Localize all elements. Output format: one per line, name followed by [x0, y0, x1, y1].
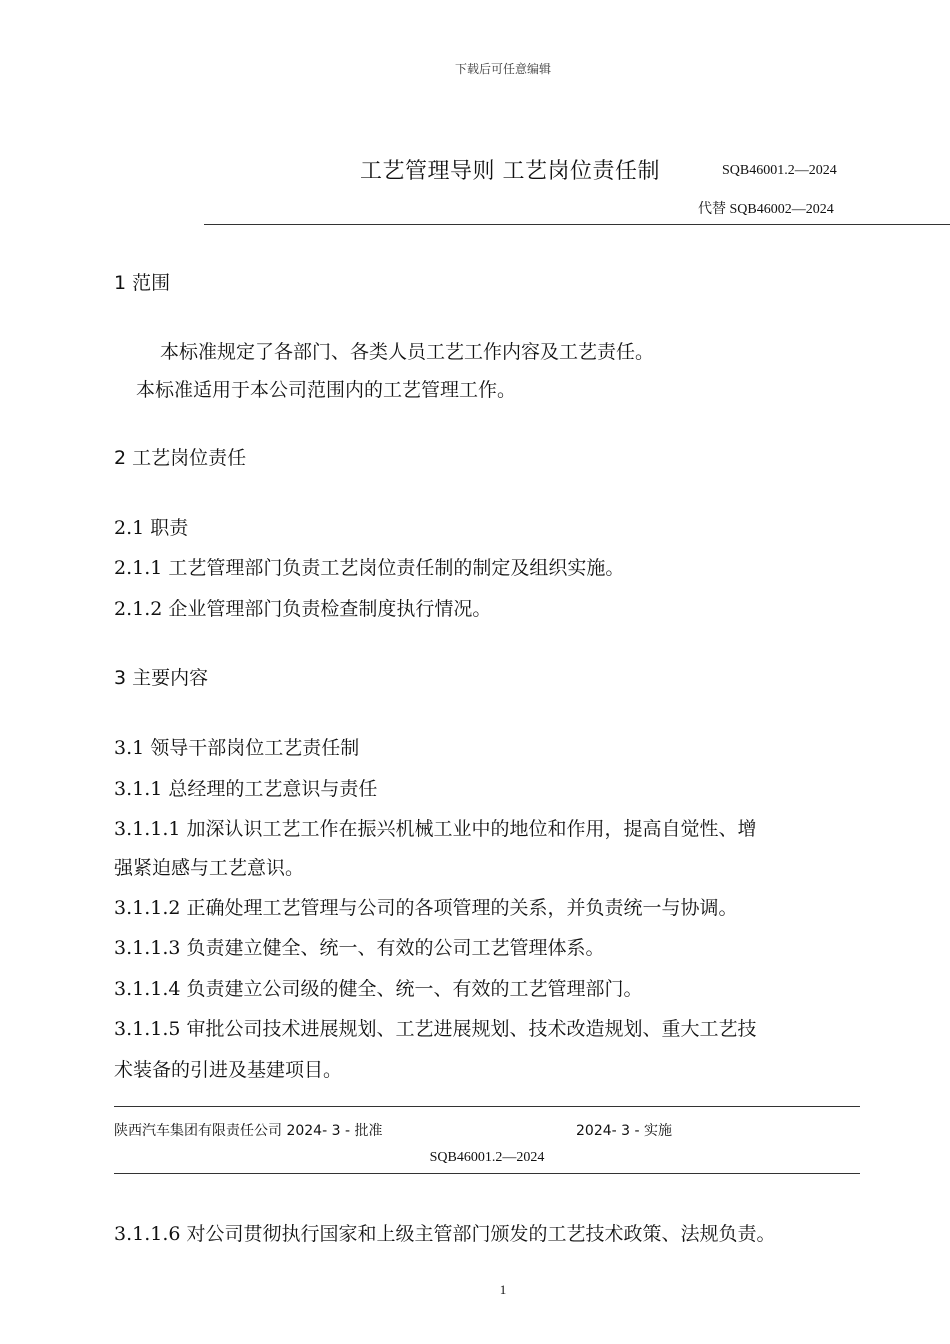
clause-3-1-1-6: 3.1.1.6 对公司贯彻执行国家和上级主管部门颁发的工艺技术政策、法规负责。 — [114, 1223, 776, 1245]
clause-2-1-2: 2.1.2 企业管理部门负责检查制度执行情况。 — [114, 598, 492, 620]
section-1-heading: 1 范围 — [114, 272, 171, 294]
clause-2-1-1: 2.1.1 工艺管理部门负责工艺岗位责任制的制定及组织实施。 — [114, 557, 625, 579]
clause-3-1: 3.1 领导干部岗位工艺责任制 — [114, 737, 360, 759]
clause-3-1-1-5-line-2: 术装备的引进及基建项目。 — [114, 1059, 343, 1081]
clause-3-1-1-3: 3.1.1.3 负责建立健全、统一、有效的公司工艺管理体系。 — [114, 937, 605, 959]
clause-2-1: 2.1 职责 — [114, 517, 189, 539]
footer-rule-top — [114, 1106, 860, 1107]
document-replaces: 代替 SQB46002—2024 — [698, 202, 834, 217]
section-1-paragraph-2: 本标准适用于本公司范围内的工艺管理工作。 — [136, 379, 517, 401]
clause-3-1-1: 3.1.1 总经理的工艺意识与责任 — [114, 778, 378, 800]
section-2-heading: 2 工艺岗位责任 — [114, 447, 247, 469]
clause-3-1-1-4: 3.1.1.4 负责建立公司级的健全、统一、有效的工艺管理部门。 — [114, 978, 643, 1000]
clause-3-1-1-1-line-2: 强紧迫感与工艺意识。 — [114, 857, 305, 879]
clause-3-1-1-5-line-1: 3.1.1.5 审批公司技术进展规划、工艺进展规划、技术改造规划、重大工艺技 — [114, 1018, 757, 1040]
clause-3-1-1-2: 3.1.1.2 正确处理工艺管理与公司的各项管理的关系，并负责统一与协调。 — [114, 897, 738, 919]
clause-3-1-1-1-line-1: 3.1.1.1 加深认识工艺工作在振兴机械工业中的地位和作用，提高自觉性、增 — [114, 818, 757, 840]
footer-implementation: 2024- 3 - 实施 — [576, 1123, 672, 1139]
header-rule — [204, 224, 950, 225]
footer-rule-bottom — [114, 1173, 860, 1174]
footer-document-code: SQB46001.2—2024 — [429, 1150, 545, 1165]
document-code: SQB46001.2—2024 — [722, 163, 837, 178]
download-note: 下载后可任意编辑 — [454, 62, 551, 76]
section-3-heading: 3 主要内容 — [114, 667, 209, 689]
page-number: 1 — [499, 1282, 507, 1297]
section-1-paragraph-1: 本标准规定了各部门、各类人员工艺工作内容及工艺责任。 — [160, 341, 655, 363]
document-title: 工艺管理导则 工艺岗位责任制 — [360, 159, 660, 184]
footer-company-approval: 陕西汽车集团有限责任公司 2024- 3 - 批准 — [114, 1123, 383, 1139]
